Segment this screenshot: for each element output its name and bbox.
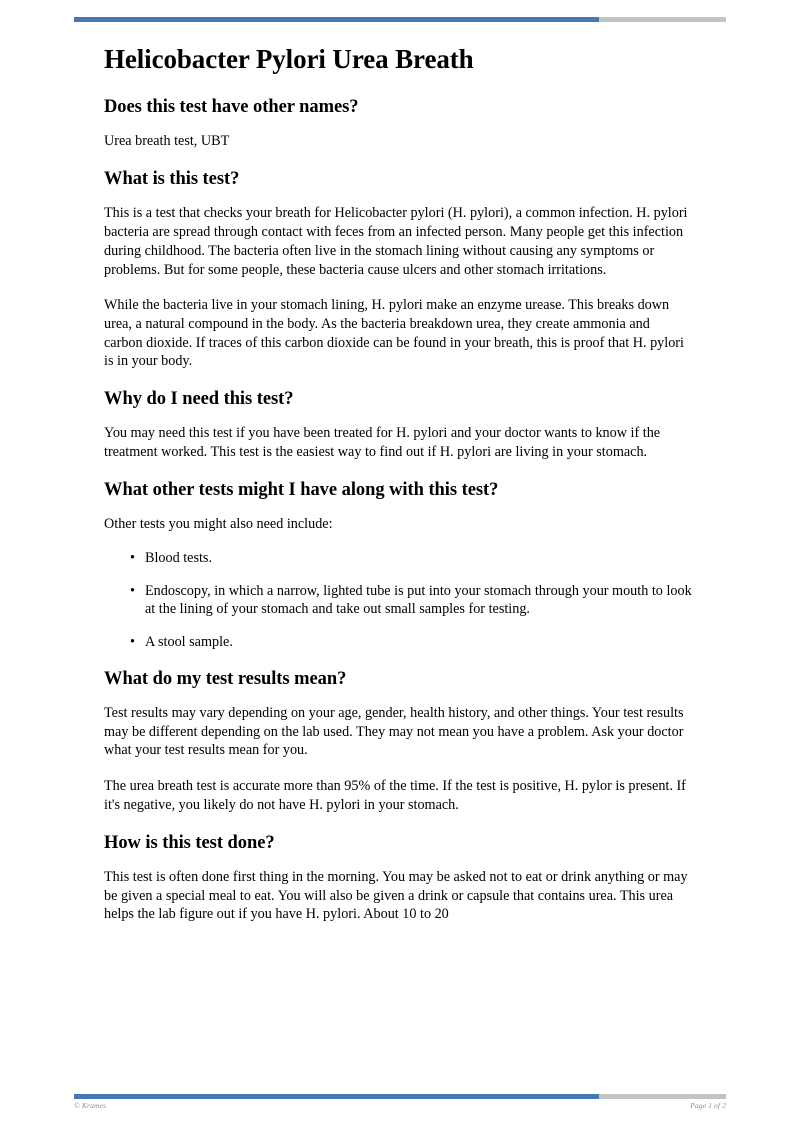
section-what-other-tests <box>104 479 692 652</box>
section-paragraph: You may need this test if you have been treated for H. pylori and your doctor wants to know if the treatment worked. This test is the easiest way to find out if H. pylori are living in your stomach. <box>104 425 661 461</box>
bullet-icon: • <box>130 582 135 599</box>
section-paragraph: Other tests you might also need include: <box>104 516 333 533</box>
header-rule-gray-segment <box>599 17 726 22</box>
page-number: Page 1 of 2 <box>690 1101 726 1110</box>
section-heading: How is this test done? <box>104 832 275 853</box>
section-how-is-this-test-done <box>104 832 692 924</box>
header-rule <box>74 17 726 22</box>
section-paragraph: The urea breath test is accurate more than 95% of the time. If the test is positive, H. pylor is present. If it's negative, you likely do not have H. pylori in your stomach. <box>104 778 686 813</box>
list-item-label: Blood tests. <box>145 549 213 566</box>
section-does-this-test-have-other-names <box>104 96 692 151</box>
footer-rule-blue-segment <box>74 1094 599 1099</box>
section-what-is-this-test <box>104 168 692 371</box>
section-paragraph: This is a test that checks your breath for Helicobacter pylori (H. pylori), a common infection. H. pylori bacteria are spread through contact with feces from an infected person. Many people get this infection during childhood. The bacteria often live in the stomach lining without causing any symptoms or problems. But for some people, these bacteria cause ulcers and other stomach irritations. <box>104 205 688 278</box>
list-item <box>104 549 692 568</box>
copyright-notice: © Krames <box>74 1101 107 1110</box>
list-item <box>104 582 692 619</box>
footer-rule <box>74 1094 726 1099</box>
section-paragraph: Test results may vary depending on your age, gender, health history, and other things. Your test results may be different depending on the lab used. They may not mean you have a problem. Ask your doctor what your test results mean for you. <box>104 704 684 759</box>
page-footer <box>74 1101 726 1110</box>
other-tests-list <box>104 549 692 652</box>
bullet-icon: • <box>130 634 135 650</box>
header-rule-blue-segment <box>74 17 599 22</box>
section-heading: Why do I need this test? <box>104 389 294 410</box>
section-what-do-my-test-results-mean <box>104 668 692 815</box>
section-why-do-i-need-this-test <box>104 388 692 462</box>
section-heading: What other tests might I have along with this test? <box>104 479 499 500</box>
section-heading: What is this test? <box>104 169 240 190</box>
list-item-label: Endoscopy, in which a narrow, lighted tube is put into your stomach through your mouth to look at the lining of your stomach and take out small samples for testing. <box>145 582 692 618</box>
section-heading: Does this test have other names? <box>104 97 359 118</box>
section-heading: What do my test results mean? <box>104 668 347 689</box>
list-item <box>104 633 692 652</box>
list-item-label: A stool sample. <box>145 634 233 650</box>
footer-rule-gray-segment <box>599 1094 726 1099</box>
section-paragraph: Urea breath test, UBT <box>104 133 230 150</box>
section-paragraph: While the bacteria live in your stomach lining, H. pylori make an enzyme urease. This breaks down urea, a natural compound in the body. As the bacteria breakdown urea, they create ammonia and carbon dioxide. If traces of this carbon dioxide can be found in your breath, this is proof that H. pylori is in your body. <box>104 297 684 370</box>
page-title: Helicobacter Pylori Urea Breath <box>104 44 474 74</box>
bullet-icon: • <box>130 549 135 566</box>
section-paragraph: This test is often done first thing in the morning. You may be asked not to eat or drink anything or may be given a special meal to eat. You will also be given a drink or capsule that contains urea. This urea helps the lab figure out if you have H. pylori. About 10 to 20 <box>104 868 688 923</box>
document-content <box>104 44 692 941</box>
